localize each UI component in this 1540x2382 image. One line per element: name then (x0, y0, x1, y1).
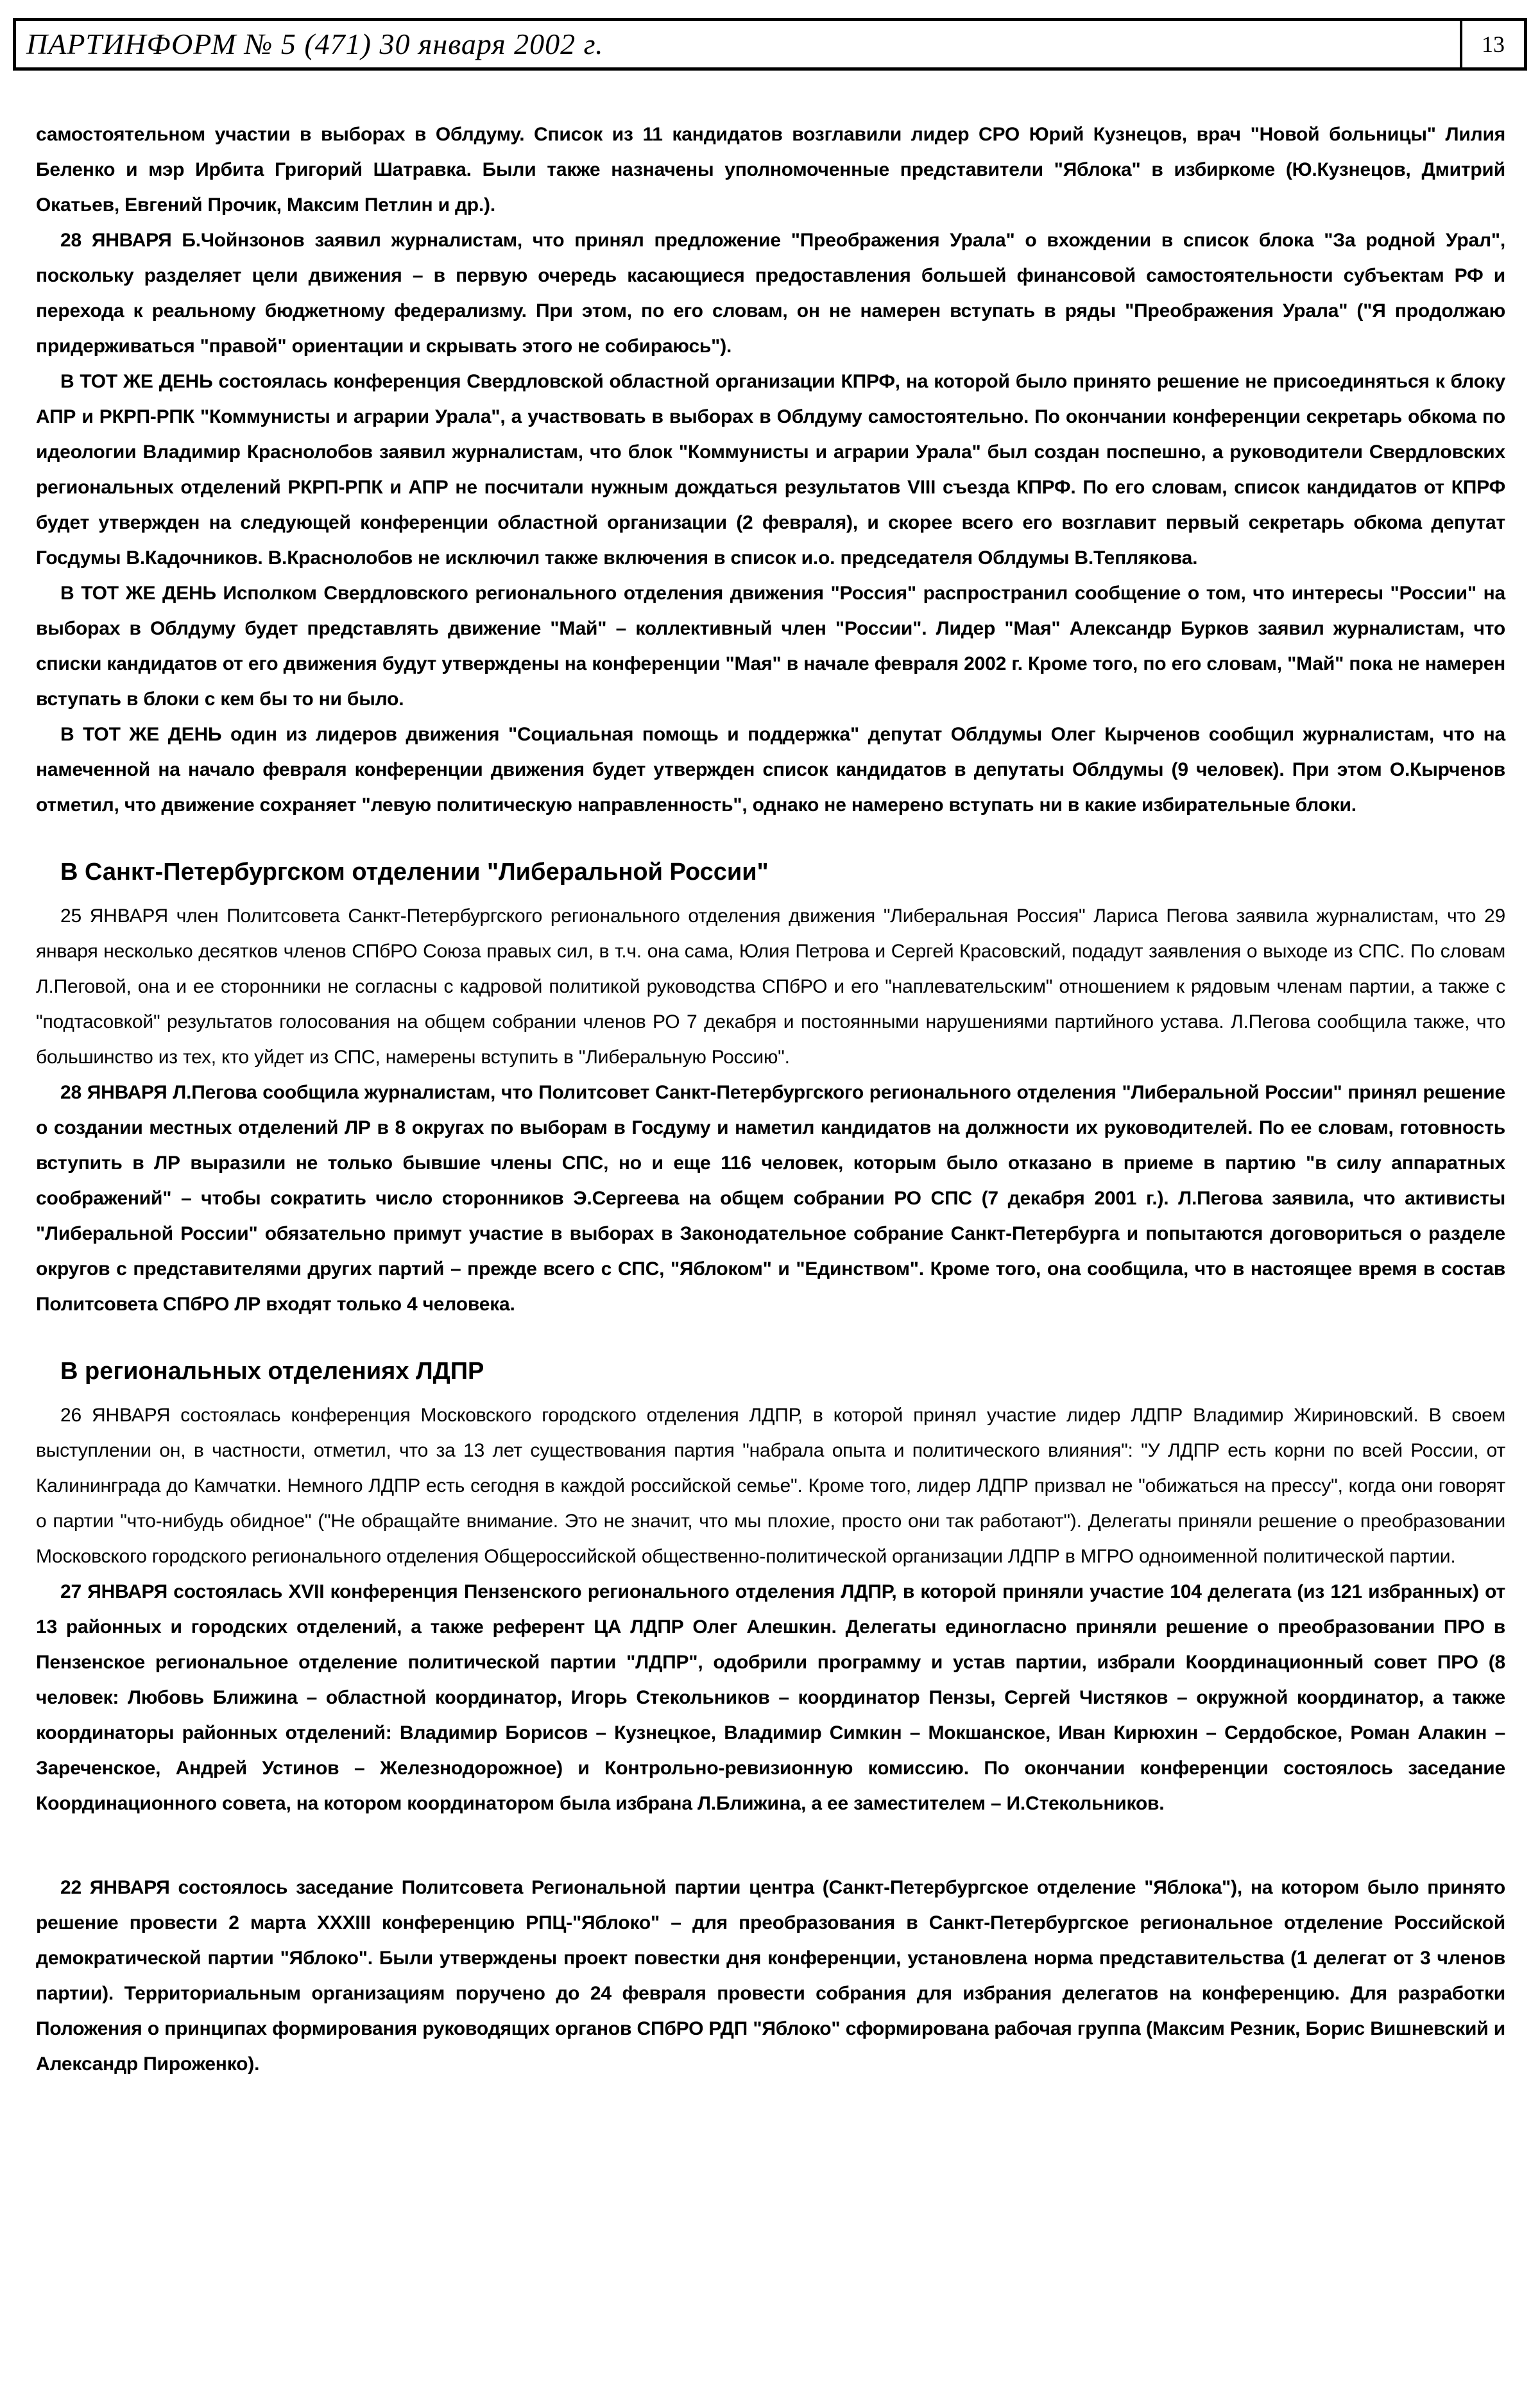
section-heading-ldpr-regional: В региональных отделениях ЛДПР (60, 1358, 484, 1385)
newsletter-title: ПАРТИНФОРМ № 5 (471) 30 января 2002 г. (26, 28, 604, 60)
paragraph-28jan-choinzonov: 28 ЯНВАРЯ Б.Чойнзонов заявил журналистам, что принял предложение "Преображения Урала" о вхождении в список блока "За родной Урал", поскольку разделяет цели движения – в первую очередь касающиеся предоставления большей финансовой самостоятельности субъектам РФ и перехода к реальному бюджетному федерализму. При этом, по его словам, он не намерен вступать в ряды "Преображения Урала" ("Я продолжаю придерживаться "правой" ориентации и скрывать этого не собираюсь"). (36, 230, 1505, 357)
section-heading-liberal-russia-spb: В Санкт-Петербургском отделении "Либеральной России" (60, 859, 769, 886)
paragraph-rossiya-may-movement: В ТОТ ЖЕ ДЕНЬ Исполком Свердловского регионального отделения движения "Россия" распространил сообщение о том, что интересы "России" на выборах в Облдуму будет представлять движение "Май" – коллективный член "России". Лидер "Мая" Александр Бурков заявил журналистам, что списки кандидатов от его движения будут утверждены на конференции "Мая" в начале февраля 2002 г. Кроме того, по его словам, "Май" пока не намерен вступать в блоки с кем бы то ни было. (36, 583, 1505, 710)
paragraph-28jan-pegova-politsovet: 28 ЯНВАРЯ Л.Пегова сообщила журналистам, что Политсовет Санкт-Петербургского регионального отделения "Либеральной России" принял решение о создании местных отделений ЛР в 8 округах по выборам в Госдуму и наметил кандидатов на должности их руководителей. По ее словам, готовность вступить в ЛР выразили не только бывшие члены СПС, но и еще 116 человек, которым было отказано в приеме в партию "в силу аппаратных соображений" – чтобы сократить число сторонников Э.Сергеева на общем собрании РО СПС (7 декабря 2001 г.). Л.Пегова заявила, что активисты "Либеральной России" обязательно примут участие в выборах в Законодательное собрание Санкт-Петербурга и попытаются договориться о разделе округов с представителями других партий – прежде всего с СПС, "Яблоком" и "Единством". Кроме того, она сообщила, что в настоящее время в состав Политсовета СПбРО ЛР входят только 4 человека. (36, 1082, 1505, 1315)
paragraph-26jan-moscow-ldpr: 26 ЯНВАРЯ состоялась конференция Московского городского отделения ЛДПР, в которой принял участие лидер ЛДПР Владимир Жириновский. В своем выступлении он, в частности, отметил, что за 13 лет существования партия "набрала опыта и политического влияния": "У ЛДПР есть корни по всей России, от Калининграда до Камчатки. Немного ЛДПР есть сегодня в каждой российской семье". Кроме того, лидер ЛДПР призвал не "обижаться на прессу", когда они говорят о партии "что-нибудь обидное" ("Не обращайте внимание. Это не значит, что мы плохие, просто они так работают"). Делегаты приняли решение о преобразовании Московского городского регионального отделения Общероссийской общественно-политической организации ЛДПР в МГРО одноименной политической партии. (36, 1405, 1505, 1567)
page-number: 13 (1460, 21, 1524, 67)
page-header (13, 18, 1527, 71)
paragraph-continued-sverdlovsk-elections: самостоятельном участии в выборах в Облдуму. Список из 11 кандидатов возглавили лидер СРО Юрий Кузнецов, врач "Новой больницы" Лилия Беленко и мэр Ирбита Григорий Шатравка. Были также назначены уполномоченные представители "Яблока" в избиркоме (Ю.Кузнецов, Дмитрий Окатьев, Евгений Прочик, Максим Петлин и др.). (36, 124, 1505, 216)
paragraph-social-help-kyrchenov: В ТОТ ЖЕ ДЕНЬ один из лидеров движения "Социальная помощь и поддержка" депутат Облдумы Олег Кырченов сообщил журналистам, что на намеченной на начало февраля конференции движения будет утвержден список кандидатов в депутаты Облдумы (9 человек). При этом О.Кырченов отметил, что движение сохраняет "левую политическую направленность", однако не намерено вступать ни в какие избирательные блоки. (36, 724, 1505, 816)
paragraph-27jan-penza-ldpr: 27 ЯНВАРЯ состоялась XVII конференция Пензенского регионального отделения ЛДПР, в которой приняли участие 104 делегата (из 121 избранных) от 13 районных и городских отделений, а также референт ЦА ЛДПР Олег Алешкин. Делегаты единогласно приняли решение о преобразовании ПРО в Пензенское региональное отделение политической партии "ЛДПР", одобрили программу и устав партии, избрали Координационный совет ПРО (8 человек: Любовь Ближина – областной координатор, Игорь Стекольников – координатор Пензы, Сергей Чистяков – окружной координатор, а также координаторы районных отделений: Владимир Борисов – Кузнецкое, Владимир Симкин – Мокшанское, Иван Кирюхин – Сердобское, Роман Алакин – Зареченское, Андрей Устинов – Железнодорожное) и Контрольно-ревизионную комиссию. По окончании конференции состоялось заседание Координационного совета, на котором координатором была избрана Л.Ближина, а ее заместителем – И.Стекольников. (36, 1581, 1505, 1814)
paragraph-25jan-pegova: 25 ЯНВАРЯ член Политсовета Санкт-Петербургского регионального отделения движения "Либеральная Россия" Лариса Пегова заявила журналистам, что 29 января несколько десятков членов СПбРО Союза правых сил, в т.ч. она сама, Юлия Петрова и Сергей Красовский, подадут заявления о выходе из СПС. По словам Л.Пеговой, она и ее сторонники не согласны с кадровой политикой руководства СПбРО и его "наплевательским" отношением к рядовым членам партии, а также с "подтасовкой" результатов голосования на общем собрании членов РО 7 декабря и постоянными нарушениями партийного устава. Л.Пегова сообщила также, что большинство из тех, кто уйдет из СПС, намерены вступить в "Либеральную Россию". (36, 905, 1505, 1068)
paragraph-kprf-conference: В ТОТ ЖЕ ДЕНЬ состоялась конференция Свердловской областной организации КПРФ, на которой было принято решение не присоединяться к блоку АПР и РКРП-РПК "Коммунисты и аграрии Урала", а участвовать в выборах в Облдуму самостоятельно. По окончании конференции секретарь обкома по идеологии Владимир Краснолобов заявил журналистам, что блок "Коммунисты и аграрии Урала" был создан поспешно, а руководители Свердловских региональных отделений РКРП-РПК и АПР не посчитали нужным дождаться результатов VIII съезда КПРФ. По его словам, список кандидатов от КПРФ будет утвержден на следующей конференции областной организации (2 февраля), и скорее всего его возглавит первый секретарь обкома депутат Госдумы В.Кадочников. В.Краснолобов не исключил также включения в список и.о. председателя Облдумы В.Теплякова. (36, 371, 1505, 569)
paragraph-22jan-yabloko-rpc: 22 ЯНВАРЯ состоялось заседание Политсовета Региональной партии центра (Санкт-Петербургское отделение "Яблока"), на котором было принято решение провести 2 марта XXXIII конференцию РПЦ-"Яблоко" – для преобразования в Санкт-Петербургское региональное отделение Российской демократической партии "Яблоко". Были утверждены проект повестки дня конференции, установлена норма представительства (1 делегат от 3 членов партии). Территориальным организациям поручено до 24 февраля провести собрания для избрания делегатов на конференцию. Для разработки Положения о принципах формирования руководящих органов СПбРО РДП "Яблоко" сформирована рабочая группа (Максим Резник, Борис Вишневский и Александр Пироженко). (36, 1877, 1505, 2075)
page-body (0, 71, 1540, 2082)
